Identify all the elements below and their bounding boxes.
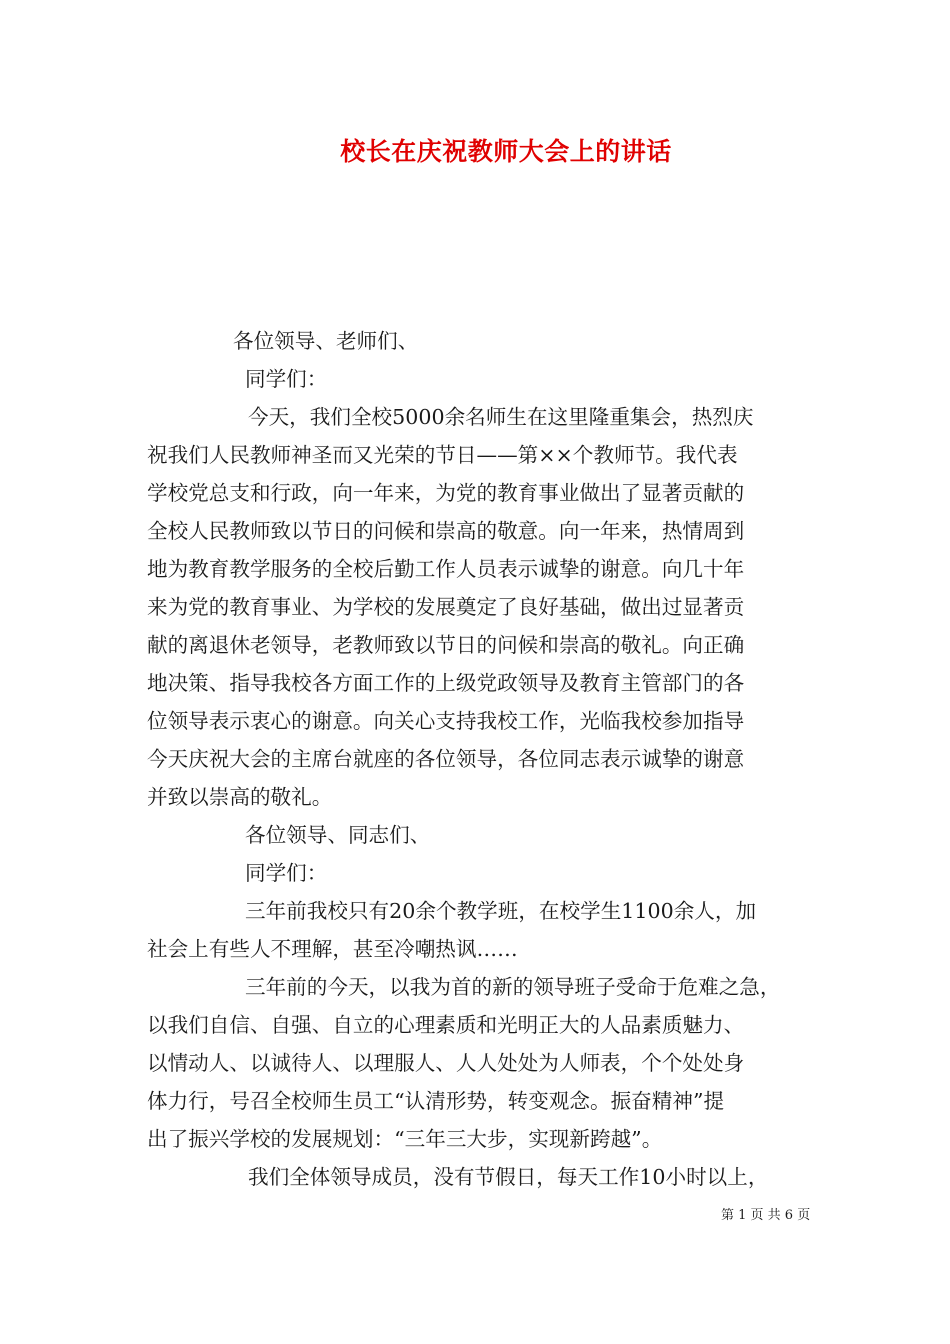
paragraph-line: 三年前我校只有20余个教学班，在校学生1100余人，加	[245, 899, 757, 923]
document-title: 校长在庆祝教师大会上的讲话	[340, 137, 672, 166]
paragraph-line: 体力行，号召全校师生员工“认清形势，转变观念。振奋精神”提	[147, 1089, 725, 1113]
paragraph-line: 今天，我们全校5000余名师生在这里隆重集会，热烈庆	[248, 405, 754, 429]
paragraph-line: 社会上有些人不理解，甚至冷嘲热讽……	[147, 937, 518, 961]
paragraph-line: 来为党的教育事业、为学校的发展奠定了良好基础，做出过显著贡	[147, 595, 745, 619]
paragraph-line: 今天庆祝大会的主席台就座的各位领导，各位同志表示诚挚的谢意	[147, 747, 745, 771]
page-number-footer: 第 1 页 共 6 页	[721, 1208, 811, 1223]
paragraph-line: 献的离退休老领导，老教师致以节日的问候和崇高的敬礼。向正确	[147, 633, 745, 657]
paragraph-line: 并致以崇高的敬礼。	[147, 785, 333, 809]
paragraph-line: 祝我们人民教师神圣而又光荣的节日——第××个教师节。我代表	[147, 443, 738, 467]
paragraph-line: 地决策、指导我校各方面工作的上级党政领导及教育主管部门的各	[147, 671, 745, 695]
salutation-line: 同学们：	[245, 367, 328, 391]
paragraph-line: 学校党总支和行政，向一年来，为党的教育事业做出了显著贡献的	[147, 481, 745, 505]
paragraph-line: 以情动人、以诚待人、以理服人、人人处处为人师表，个个处处身	[147, 1051, 745, 1075]
salutation-line: 各位领导、老师们、	[233, 329, 419, 353]
paragraph-line: 三年前的今天，以我为首的新的领导班子受命于危难之急，	[245, 975, 781, 999]
paragraph-line: 出了振兴学校的发展规划：“三年三大步，实现新跨越”。	[147, 1127, 663, 1151]
salutation-line: 各位领导、同志们、	[245, 823, 431, 847]
paragraph-line: 位领导表示衷心的谢意。向关心支持我校工作，光临我校参加指导	[147, 709, 745, 733]
paragraph-line: 以我们自信、自强、自立的心理素质和光明正大的人品素质魅力、	[147, 1013, 745, 1037]
paragraph-line: 地为教育教学服务的全校后勤工作人员表示诚挚的谢意。向几十年	[147, 557, 745, 581]
document-body	[147, 322, 807, 1196]
paragraph-line: 我们全体领导成员，没有节假日，每天工作10小时以上，	[248, 1165, 769, 1189]
paragraph-line: 全校人民教师致以节日的问候和崇高的敬意。向一年来，热情周到	[147, 519, 745, 543]
salutation-line: 同学们：	[245, 861, 328, 885]
